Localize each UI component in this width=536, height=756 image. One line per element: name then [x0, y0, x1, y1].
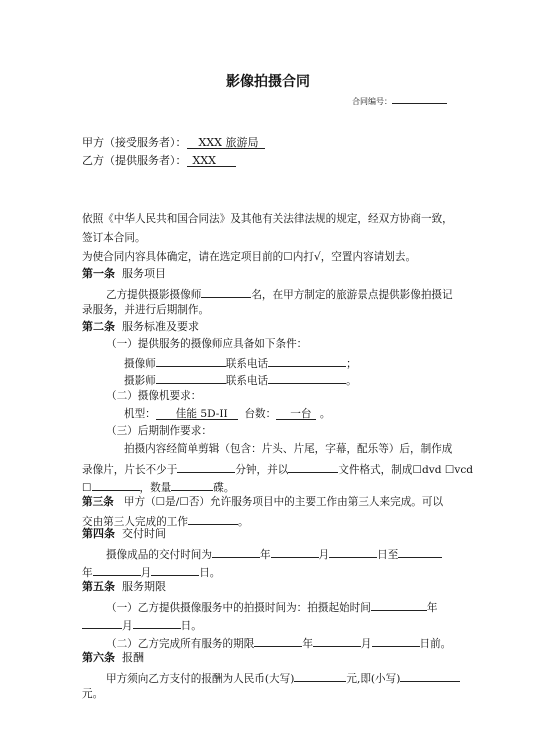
payment-text-b: 元,即(小写): [346, 673, 401, 685]
post-production-line-3: [82, 478, 234, 495]
delivery-end-month[interactable]: [93, 563, 141, 576]
term-line-3: [106, 634, 451, 651]
semicolon: ；: [346, 358, 357, 370]
videographer-line: [124, 354, 357, 371]
document-title: 影像拍摄合同: [226, 74, 310, 90]
other-media-blank[interactable]: [92, 478, 140, 491]
article-2-section-3: （三）后期制作要求：: [106, 425, 212, 437]
shooting-time-text: （一）乙方提供摄像服务中的拍摄时间为：拍摄起始时间: [106, 602, 371, 614]
article-6-heading: [82, 651, 144, 665]
article-2-section-1: （一）提供服务的摄像师应具备如下条件：: [106, 338, 308, 350]
count-value: 一台: [276, 407, 316, 420]
article-1-number: 第一条: [82, 267, 115, 280]
article-4-number: 第四条: [82, 527, 115, 540]
shooting-start-year[interactable]: [371, 598, 427, 611]
article-6-number: 第六条: [82, 651, 115, 664]
post-text-b: 分钟，并以: [235, 464, 289, 476]
article-3-line-1: [82, 495, 443, 509]
shooting-start-day[interactable]: [133, 616, 181, 629]
period: 。: [319, 408, 331, 420]
payment-text-a: 甲方须向乙方支付的报酬为人民币(大写): [106, 673, 295, 685]
article-4-title: 交付时间: [122, 527, 166, 540]
delivery-end-day[interactable]: [151, 563, 199, 576]
delivery-start-month[interactable]: [271, 545, 319, 558]
article-1-text-b: 名，在甲方制定的旅游景点提供影像拍摄记: [251, 289, 453, 301]
article-1-title: 服务项目: [122, 267, 166, 280]
videographer-label: 摄像师: [124, 358, 156, 370]
post-text-e: 碟。: [213, 482, 235, 494]
article-4-heading: [82, 527, 166, 541]
service-term-text: （二）乙方完成所有服务的期限: [106, 638, 255, 650]
article-3-number: 第三条: [82, 496, 114, 508]
instruction-text: 为使合同内容具体确定，请在选定项目前的☐内打√，空置内容请划去。: [82, 251, 417, 263]
article-3-text-b: 交由第三人完成的工作: [82, 516, 188, 528]
article-1-text-a: 乙方提供摄影摄像师: [106, 289, 202, 301]
party-b-label: 乙方（提供服务者）：: [82, 154, 187, 167]
month-label: 月: [318, 549, 330, 561]
article-3-text: 甲方（☐是/☐否）允许服务项目中的主要工作由第三人来完成。可以: [123, 496, 444, 508]
article-1-line-2: 录服务，并进行后期制作。: [82, 304, 210, 316]
contract-number-blank[interactable]: [392, 94, 447, 104]
article-6-title: 报酬: [122, 651, 144, 664]
year-label: 年: [259, 549, 271, 561]
month-label: 月: [360, 638, 372, 650]
delivery-end-year[interactable]: [398, 545, 442, 558]
model-value: 佳能 5D-II: [156, 407, 238, 420]
post-text-a: 录像片，片长不少于: [82, 464, 178, 476]
period: 。: [209, 567, 221, 579]
post-production-line-1: 拍摄内容经简单剪辑（包含：片头、片尾，字幕，配乐等）后，制作成: [124, 443, 453, 455]
day-before-label: 日前。: [419, 638, 452, 650]
photographer-blank[interactable]: [156, 371, 226, 384]
service-term-year[interactable]: [254, 634, 302, 647]
delivery-start-year[interactable]: [212, 545, 260, 558]
duration-blank[interactable]: [177, 460, 235, 473]
photographer-line: [124, 371, 357, 388]
contract-number: [352, 94, 447, 109]
photographer-phone-label: 联系电话: [225, 375, 269, 387]
period: 。: [237, 516, 249, 528]
camera-line: [124, 407, 330, 421]
payment-line-1: [106, 669, 460, 686]
delivery-line-1: [106, 545, 442, 562]
preamble-line-1: 依照《中华人民共和国合同法》及其他有关法律法规的规定，经双方协商一致，: [82, 213, 453, 225]
period: 。: [191, 620, 202, 632]
year-label: 年: [82, 567, 93, 579]
staff-count-blank[interactable]: [201, 285, 251, 298]
party-a-label: 甲方（接受服务者）：: [82, 136, 187, 149]
post-text-d: ，数量: [139, 482, 172, 494]
year-label: 年: [426, 602, 438, 614]
preamble-line-2: 签订本合同。: [82, 232, 146, 244]
videographer-blank[interactable]: [156, 354, 226, 367]
amount-figures-blank[interactable]: [400, 669, 460, 682]
party-b-line: [82, 154, 236, 168]
month-label: 月: [122, 620, 133, 632]
disc-count-blank[interactable]: [171, 478, 213, 491]
other-checkbox[interactable]: ☐: [82, 482, 92, 494]
article-5-title: 服务期限: [122, 580, 166, 593]
amount-words-blank[interactable]: [294, 669, 346, 682]
videographer-phone-blank[interactable]: [268, 354, 346, 367]
photographer-label: 摄影师: [124, 375, 156, 387]
period: 。: [346, 375, 357, 387]
contract-number-label: 合同编号：: [352, 97, 392, 106]
year-label: 年: [302, 638, 313, 650]
payment-line-2: 元。: [82, 688, 104, 700]
post-production-line-2: [82, 460, 473, 477]
model-label: 机型：: [124, 408, 156, 420]
month-label: 月: [140, 567, 152, 579]
day-to-label: 日至: [377, 549, 399, 561]
service-term-month[interactable]: [313, 634, 361, 647]
videographer-phone-label: 联系电话: [225, 358, 269, 370]
day-label: 日: [199, 567, 210, 579]
count-label: 台数：: [244, 408, 277, 420]
article-1-heading: [82, 267, 166, 281]
photographer-phone-blank[interactable]: [268, 371, 346, 384]
article-1-line-1: [106, 285, 453, 302]
term-line-1: [106, 598, 437, 615]
delivery-start-day[interactable]: [329, 545, 377, 558]
article-2-heading: [82, 320, 199, 334]
file-format-blank[interactable]: [288, 460, 338, 473]
shooting-start-month[interactable]: [82, 616, 122, 629]
third-party-work-blank[interactable]: [188, 512, 238, 525]
party-a-value: XXX 旅游局: [187, 136, 265, 149]
service-term-day[interactable]: [372, 634, 420, 647]
delivery-line-2: [82, 563, 220, 580]
term-line-2: [82, 616, 202, 633]
article-5-number: 第五条: [82, 580, 115, 593]
party-a-line: [82, 136, 265, 150]
post-text-c: 文件格式，制成☐dvd ☐vcd: [338, 464, 474, 476]
article-2-number: 第二条: [82, 320, 115, 333]
article-5-heading: [82, 580, 166, 594]
delivery-text: 摄像成品的交付时间为: [106, 549, 212, 561]
article-2-title: 服务标准及要求: [122, 320, 199, 333]
article-2-section-2: （二）摄像机要求：: [106, 390, 202, 402]
party-b-value: XXX: [187, 154, 237, 167]
day-label: 日: [180, 620, 192, 632]
